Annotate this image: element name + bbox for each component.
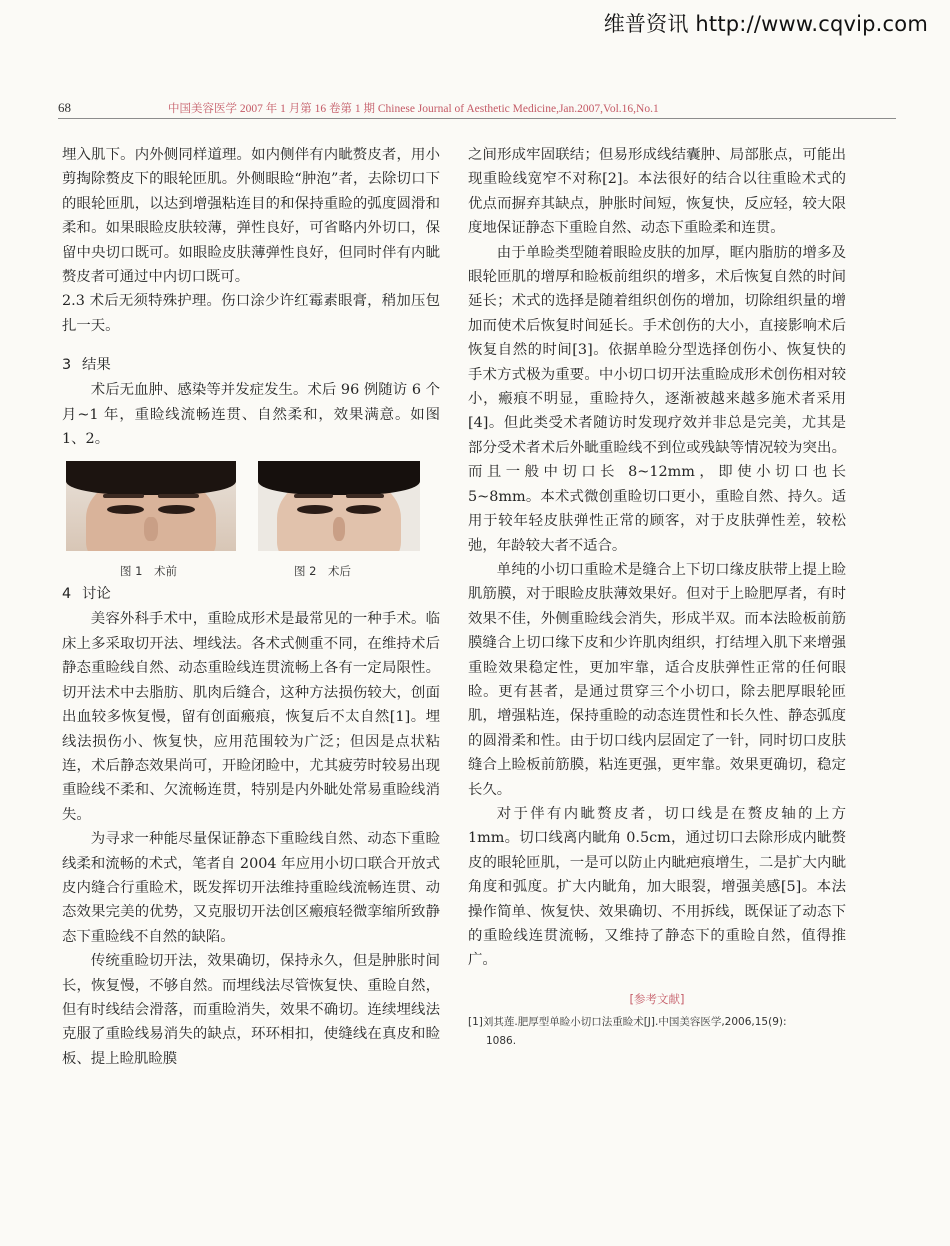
paragraph: 传统重睑切开法，效果确切，保持永久，但是肿胀时间长，恢复慢，不够自然。而埋线法尽管恢复快、重睑自然，但有时线结会滑落，而重睑消失，效果不确切。连续埋线法克服了重睑线易消失的缺点，环环相扣，使缝线在真皮和睑板、提上睑肌睑膜 [62, 953, 440, 1067]
journal-citation: 中国美容医学 2007 年 1 月第 16 卷第 1 期 Chinese Journal of Aesthetic Medicine,Jan.2007,Vol.16,No.1 [168, 103, 659, 115]
reference-line: [1]刘其莲.肥厚型单睑小切口法重睑术[J].中国美容医学,2006,15(9): [468, 1015, 787, 1028]
paragraph: 埋入肌下。内外侧同样道理。如内侧伴有内眦赘皮者，用小剪掏除赘皮下的眼轮匝肌。外侧眼睑“肿泡”者，去除切口下的眼轮匝肌，以达到增强粘连目的和保持重睑的弧度圆滑和柔和。如果眼睑皮肤较薄，弹性良好，可省略内外切口，保留中央切口既可。如眼睑皮肤薄弹性良好，但同时伴有内眦赘皮者可通过中内切口既可。 [62, 147, 440, 286]
paragraph: 之间形成牢固联结；但易形成线结囊肿、局部胀点，可能出现重睑线宽窄不对称[2]。本法很好的结合以往重睑术式的优点而摒弃其缺点，肿胀时间短，恢复快，反应轻，较大限度地保证静态下重睑自然、动态下重睑柔和连贯。 [468, 147, 846, 237]
paragraph: 由于单睑类型随着眼睑皮肤的加厚，眶内脂肪的增多及眼轮匝肌的增厚和睑板前组织的增多，术后恢复自然的时间延长；术式的选择是随着组织创伤的增加，切除组织量的增加而使术后恢复时间延长。手术创伤的大小，直接影响术后恢复自然的时间[3]。依据单睑分型选择创伤小、恢复快的手术方式极为重要。中小切口切开法重睑成形术创伤相对较小，瘢痕不明显，重睑持久，逐渐被越来越多施术者采用[4]。但此类受术者随访时发现疗效并非总是完美，尤其是部分受术者术后外眦重睑线不到位或残缺等情况较为突出。而且一般中切口长 8~12mm，即使小切口也长 5~8mm。本术式微创重睑切口更小，重睑自然、持久。适用于较年轻皮肤弹性正常的顾客，对于皮肤弹性差，较松弛，年龄较大者不适合。 [468, 244, 846, 554]
before-surgery-photo [66, 461, 236, 551]
left-column [62, 143, 440, 1071]
figure-row [62, 461, 440, 581]
references-title: [参考文献] [629, 991, 685, 1006]
figure-2-caption: 图 2 术后 [294, 564, 351, 579]
section-title: 结果 [82, 357, 111, 374]
reference-line: 1086. [486, 1034, 517, 1047]
section-title: 讨论 [82, 586, 111, 603]
right-column [468, 143, 846, 1051]
paragraph: 美容外科手术中，重睑成形术是最常见的一种手术。临床上多采取切开法、埋线法。各术式侧重不同，在维持术后静态重睑线自然、动态重睑线连贯流畅上各有一定局限性。切开法术中去脂肪、肌肉后缝合，这种方法损伤较大，创面出血较多恢复慢，留有创面瘢痕，恢复后不太自然[1]。埋线法损伤小、恢复快，应用范围较为广泛；但因是点状粘连，术后静态效果尚可，开睑闭睑中，尤其疲劳时较易出现重睑线不柔和、欠流畅连贯，特别是内外眦处常易重睑线消失。 [62, 611, 440, 823]
after-surgery-photo [258, 461, 420, 551]
paragraph: 单纯的小切口重睑术是缝合上下切口缘皮肤带上提上睑肌筋膜，对于眼睑皮肤薄效果好。但对于上睑肥厚者，有时效果不佳，外侧重睑线会消失，形成半双。而本法睑板前筋膜缝合上切口缘下皮和少许肌肉组织，打结埋入肌下来增强重睑效果稳定性，更加牢靠，适合皮肤弹性正常的任何眼睑。更有甚者，是通过贯穿三个小切口，除去肥厚眼轮匝肌，增强粘连，保持重睑的动态连贯性和长久性、静态弧度的圆滑柔和性。由于切口线内层固定了一针，同时切口皮肤缝合上睑板前筋膜，粘连更强，更牢靠。效果更确切，稳定长久。 [468, 561, 846, 798]
section-number: 4 [62, 586, 72, 603]
paragraph: 为寻求一种能尽量保证静态下重睑线自然、动态下重睑线柔和流畅的术式，笔者自 2004 年应用小切口联合开放式皮内缝合行重睑术，既发挥切开法维持重睑线流畅连贯、动态效果完美的优势，又克服切开法创区瘢痕轻微挛缩所致静态下重睑线不自然的缺陷。 [62, 831, 440, 945]
paragraph: 2.3 术后无须特殊护理。伤口涂少许红霉素眼膏，稍加压包扎一天。 [62, 293, 440, 334]
section-heading [62, 581, 440, 607]
section-heading [62, 352, 440, 378]
watermark: 维普资讯 http://www.cqvip.com [603, 12, 928, 36]
paragraph: 术后无血肿、感染等并发症发生。术后 96 例随访 6 个月~1 年，重睑线流畅连贯、自然柔和，效果满意。如图 1、2。 [62, 382, 440, 448]
running-header [58, 98, 896, 119]
paragraph: 对于伴有内眦赘皮者，切口线是在赘皮轴的上方 1mm。切口线离内眦角 0.5cm，通过切口去除形成内眦赘皮的眼轮匝肌，一是可以防止内眦疤痕增生，二是扩大内眦角度和弧度。扩大内眦角，加大眼裂，增强美感[5]。本法操作简单、恢复快、效果确切、不用拆线，既保证了动态下的重睑线连贯流畅，又维持了静态下的重睑自然，值得推广。 [468, 805, 846, 969]
figure-1-caption: 图 1 术前 [120, 564, 177, 579]
page-number: 68 [58, 100, 71, 115]
section-number: 3 [62, 357, 72, 374]
reference-item [468, 1013, 846, 1051]
